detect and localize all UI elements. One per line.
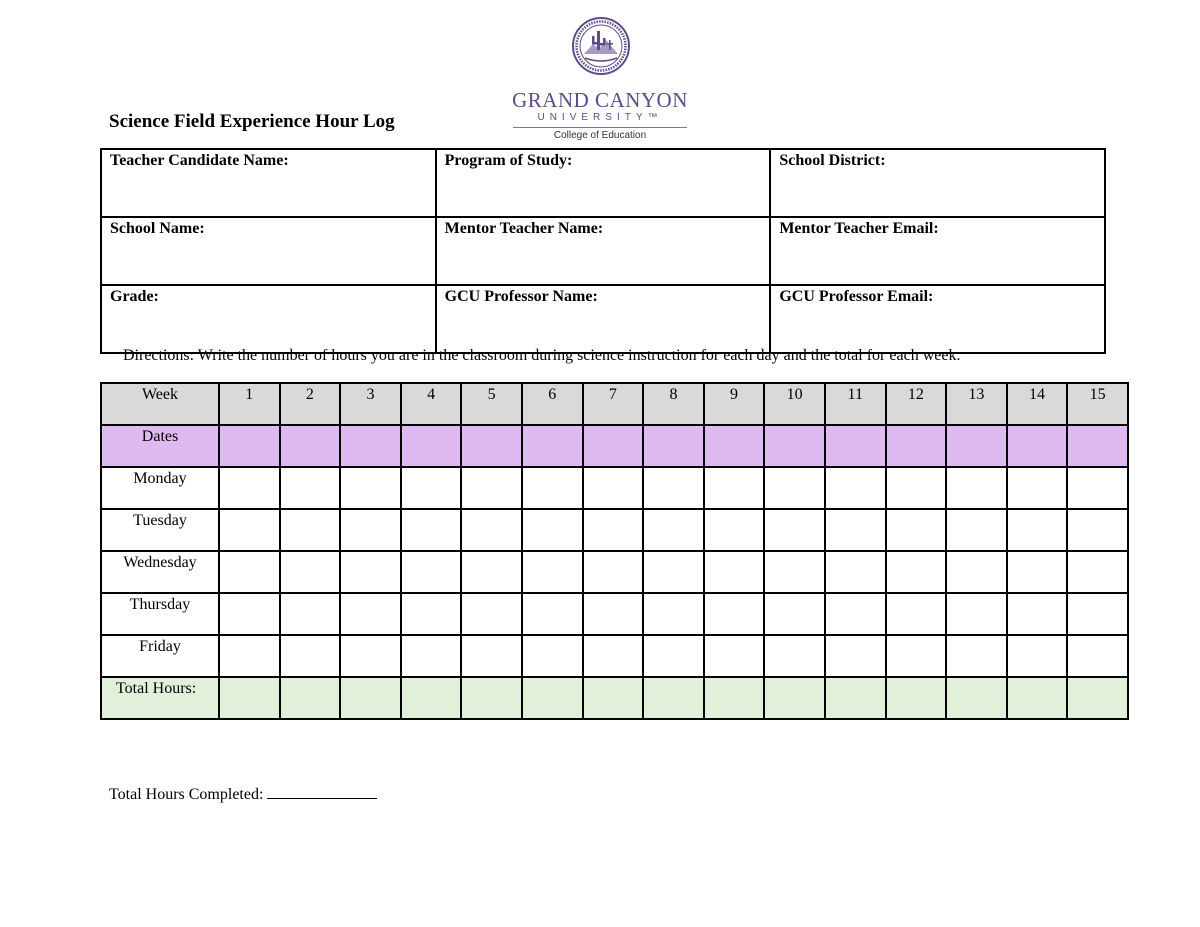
wednesday-entry-cell[interactable] [886, 551, 947, 593]
dates-entry-cell[interactable] [522, 425, 583, 467]
monday-entry-cell[interactable] [1067, 467, 1128, 509]
total-hours-entry-cell[interactable] [1067, 677, 1128, 719]
logo-college: College of Education [553, 130, 647, 141]
thursday-entry-cell[interactable] [764, 593, 825, 635]
logo-name: GRAND CANYON [512, 88, 688, 112]
friday-entry-cell[interactable] [522, 635, 583, 677]
monday-entry-cell[interactable] [461, 467, 522, 509]
wednesday-entry-cell[interactable] [704, 551, 765, 593]
total-hours-entry-cell[interactable] [764, 677, 825, 719]
wednesday-entry-cell[interactable] [583, 551, 644, 593]
dates-entry-cell[interactable] [461, 425, 522, 467]
wednesday-entry-cell[interactable] [643, 551, 704, 593]
total-hours-entry-cell[interactable] [1007, 677, 1068, 719]
friday-entry-cell[interactable] [825, 635, 886, 677]
university-seal-icon [571, 16, 631, 76]
week-number: 2 [280, 383, 341, 425]
mentor-teacher-email-field[interactable]: Mentor Teacher Email: [770, 217, 1105, 285]
tuesday-entry-cell[interactable] [583, 509, 644, 551]
gcu-professor-email-field[interactable]: GCU Professor Email: [770, 285, 1105, 353]
friday-entry-cell[interactable] [219, 635, 280, 677]
thursday-entry-cell[interactable] [886, 593, 947, 635]
wednesday-entry-cell[interactable] [1067, 551, 1128, 593]
dates-row [101, 425, 1128, 467]
total-hours-entry-cell[interactable] [219, 677, 280, 719]
school-name-field[interactable]: School Name: [101, 217, 436, 285]
friday-row [101, 635, 1128, 677]
tuesday-entry-cell[interactable] [886, 509, 947, 551]
thursday-entry-cell[interactable] [643, 593, 704, 635]
friday-entry-cell[interactable] [280, 635, 341, 677]
week-number: 6 [522, 383, 583, 425]
logo-divider [513, 127, 687, 128]
thursday-entry-cell[interactable] [522, 593, 583, 635]
total-hours-row [101, 677, 1128, 719]
mentor-teacher-name-field[interactable]: Mentor Teacher Name: [436, 217, 771, 285]
week-number: 11 [825, 383, 886, 425]
wednesday-entry-cell[interactable] [946, 551, 1007, 593]
thursday-entry-cell[interactable] [1007, 593, 1068, 635]
week-number: 14 [1007, 383, 1068, 425]
thursday-label: Thursday [101, 593, 219, 635]
monday-entry-cell[interactable] [219, 467, 280, 509]
teacher-candidate-name-field[interactable]: Teacher Candidate Name: [101, 149, 436, 217]
total-hours-completed [109, 784, 377, 803]
friday-entry-cell[interactable] [764, 635, 825, 677]
dates-entry-cell[interactable] [1067, 425, 1128, 467]
total-hours-completed-label: Total Hours Completed: [109, 786, 264, 803]
week-label: Week [101, 383, 219, 425]
total-hours-entry-cell[interactable] [401, 677, 462, 719]
tuesday-entry-cell[interactable] [461, 509, 522, 551]
monday-entry-cell[interactable] [340, 467, 401, 509]
monday-entry-cell[interactable] [946, 467, 1007, 509]
info-row [101, 217, 1105, 285]
tuesday-entry-cell[interactable] [643, 509, 704, 551]
week-header-row [101, 383, 1128, 425]
wednesday-entry-cell[interactable] [522, 551, 583, 593]
monday-entry-cell[interactable] [280, 467, 341, 509]
wednesday-entry-cell[interactable] [280, 551, 341, 593]
monday-entry-cell[interactable] [643, 467, 704, 509]
week-number: 15 [1067, 383, 1128, 425]
friday-entry-cell[interactable] [461, 635, 522, 677]
thursday-entry-cell[interactable] [946, 593, 1007, 635]
wednesday-entry-cell[interactable] [825, 551, 886, 593]
tuesday-entry-cell[interactable] [340, 509, 401, 551]
dates-entry-cell[interactable] [825, 425, 886, 467]
total-hours-entry-cell[interactable] [825, 677, 886, 719]
week-number: 12 [886, 383, 947, 425]
total-hours-completed-blank[interactable] [267, 784, 377, 799]
school-district-field[interactable]: School District: [770, 149, 1105, 217]
tuesday-entry-cell[interactable] [1067, 509, 1128, 551]
thursday-entry-cell[interactable] [280, 593, 341, 635]
tuesday-entry-cell[interactable] [1007, 509, 1068, 551]
week-number: 10 [764, 383, 825, 425]
total-hours-entry-cell[interactable] [583, 677, 644, 719]
friday-entry-cell[interactable] [643, 635, 704, 677]
week-number: 5 [461, 383, 522, 425]
friday-entry-cell[interactable] [886, 635, 947, 677]
tuesday-entry-cell[interactable] [825, 509, 886, 551]
friday-entry-cell[interactable] [1067, 635, 1128, 677]
tuesday-entry-cell[interactable] [764, 509, 825, 551]
dates-entry-cell[interactable] [704, 425, 765, 467]
dates-entry-cell[interactable] [764, 425, 825, 467]
monday-label: Monday [101, 467, 219, 509]
wednesday-entry-cell[interactable] [1007, 551, 1068, 593]
thursday-entry-cell[interactable] [1067, 593, 1128, 635]
week-number: 13 [946, 383, 1007, 425]
gcu-professor-name-field[interactable]: GCU Professor Name: [436, 285, 771, 353]
dates-entry-cell[interactable] [280, 425, 341, 467]
friday-entry-cell[interactable] [340, 635, 401, 677]
week-number: 1 [219, 383, 280, 425]
dates-entry-cell[interactable] [886, 425, 947, 467]
total-hours-entry-cell[interactable] [704, 677, 765, 719]
info-row [101, 149, 1105, 217]
friday-entry-cell[interactable] [946, 635, 1007, 677]
monday-entry-cell[interactable] [1007, 467, 1068, 509]
wednesday-entry-cell[interactable] [401, 551, 462, 593]
wednesday-row [101, 551, 1128, 593]
friday-entry-cell[interactable] [401, 635, 462, 677]
tuesday-label: Tuesday [101, 509, 219, 551]
candidate-info-table [100, 148, 1106, 354]
dates-entry-cell[interactable] [583, 425, 644, 467]
logo-university: UNIVERSITY™ [537, 112, 663, 123]
total-hours-entry-cell[interactable] [461, 677, 522, 719]
thursday-entry-cell[interactable] [340, 593, 401, 635]
thursday-row [101, 593, 1128, 635]
wednesday-entry-cell[interactable] [461, 551, 522, 593]
gcu-logo [505, 14, 695, 141]
monday-entry-cell[interactable] [886, 467, 947, 509]
week-number: 4 [401, 383, 462, 425]
monday-entry-cell[interactable] [704, 467, 765, 509]
total-hours-entry-cell[interactable] [280, 677, 341, 719]
thursday-entry-cell[interactable] [461, 593, 522, 635]
week-number: 8 [643, 383, 704, 425]
tuesday-row [101, 509, 1128, 551]
friday-entry-cell[interactable] [704, 635, 765, 677]
monday-entry-cell[interactable] [764, 467, 825, 509]
directions-text: Directions: Write the number of hours you are in the classroom during science instruction for each day and the total for each week. [123, 347, 961, 364]
monday-entry-cell[interactable] [825, 467, 886, 509]
wednesday-entry-cell[interactable] [340, 551, 401, 593]
wednesday-entry-cell[interactable] [219, 551, 280, 593]
friday-entry-cell[interactable] [1007, 635, 1068, 677]
tuesday-entry-cell[interactable] [522, 509, 583, 551]
week-number: 7 [583, 383, 644, 425]
info-row [101, 285, 1105, 353]
thursday-entry-cell[interactable] [401, 593, 462, 635]
dates-label: Dates [101, 425, 219, 467]
total-hours-entry-cell[interactable] [946, 677, 1007, 719]
tuesday-entry-cell[interactable] [946, 509, 1007, 551]
total-hours-entry-cell[interactable] [886, 677, 947, 719]
grade-field[interactable]: Grade: [101, 285, 436, 353]
thursday-entry-cell[interactable] [704, 593, 765, 635]
page-title: Science Field Experience Hour Log [109, 111, 395, 132]
thursday-entry-cell[interactable] [583, 593, 644, 635]
total-hours-entry-cell[interactable] [643, 677, 704, 719]
wednesday-entry-cell[interactable] [764, 551, 825, 593]
dates-entry-cell[interactable] [643, 425, 704, 467]
total-hours-entry-cell[interactable] [522, 677, 583, 719]
week-number: 3 [340, 383, 401, 425]
thursday-entry-cell[interactable] [825, 593, 886, 635]
dates-entry-cell[interactable] [219, 425, 280, 467]
wednesday-label: Wednesday [101, 551, 219, 593]
total-hours-label: Total Hours: [101, 677, 219, 719]
monday-entry-cell[interactable] [583, 467, 644, 509]
friday-label: Friday [101, 635, 219, 677]
monday-entry-cell[interactable] [522, 467, 583, 509]
hour-log-table [100, 382, 1129, 720]
program-of-study-field[interactable]: Program of Study: [436, 149, 771, 217]
dates-entry-cell[interactable] [946, 425, 1007, 467]
tuesday-entry-cell[interactable] [219, 509, 280, 551]
week-number: 9 [704, 383, 765, 425]
monday-entry-cell[interactable] [401, 467, 462, 509]
total-hours-entry-cell[interactable] [340, 677, 401, 719]
monday-row [101, 467, 1128, 509]
dates-entry-cell[interactable] [1007, 425, 1068, 467]
dates-entry-cell[interactable] [401, 425, 462, 467]
tuesday-entry-cell[interactable] [704, 509, 765, 551]
dates-entry-cell[interactable] [340, 425, 401, 467]
thursday-entry-cell[interactable] [219, 593, 280, 635]
tuesday-entry-cell[interactable] [280, 509, 341, 551]
friday-entry-cell[interactable] [583, 635, 644, 677]
tuesday-entry-cell[interactable] [401, 509, 462, 551]
